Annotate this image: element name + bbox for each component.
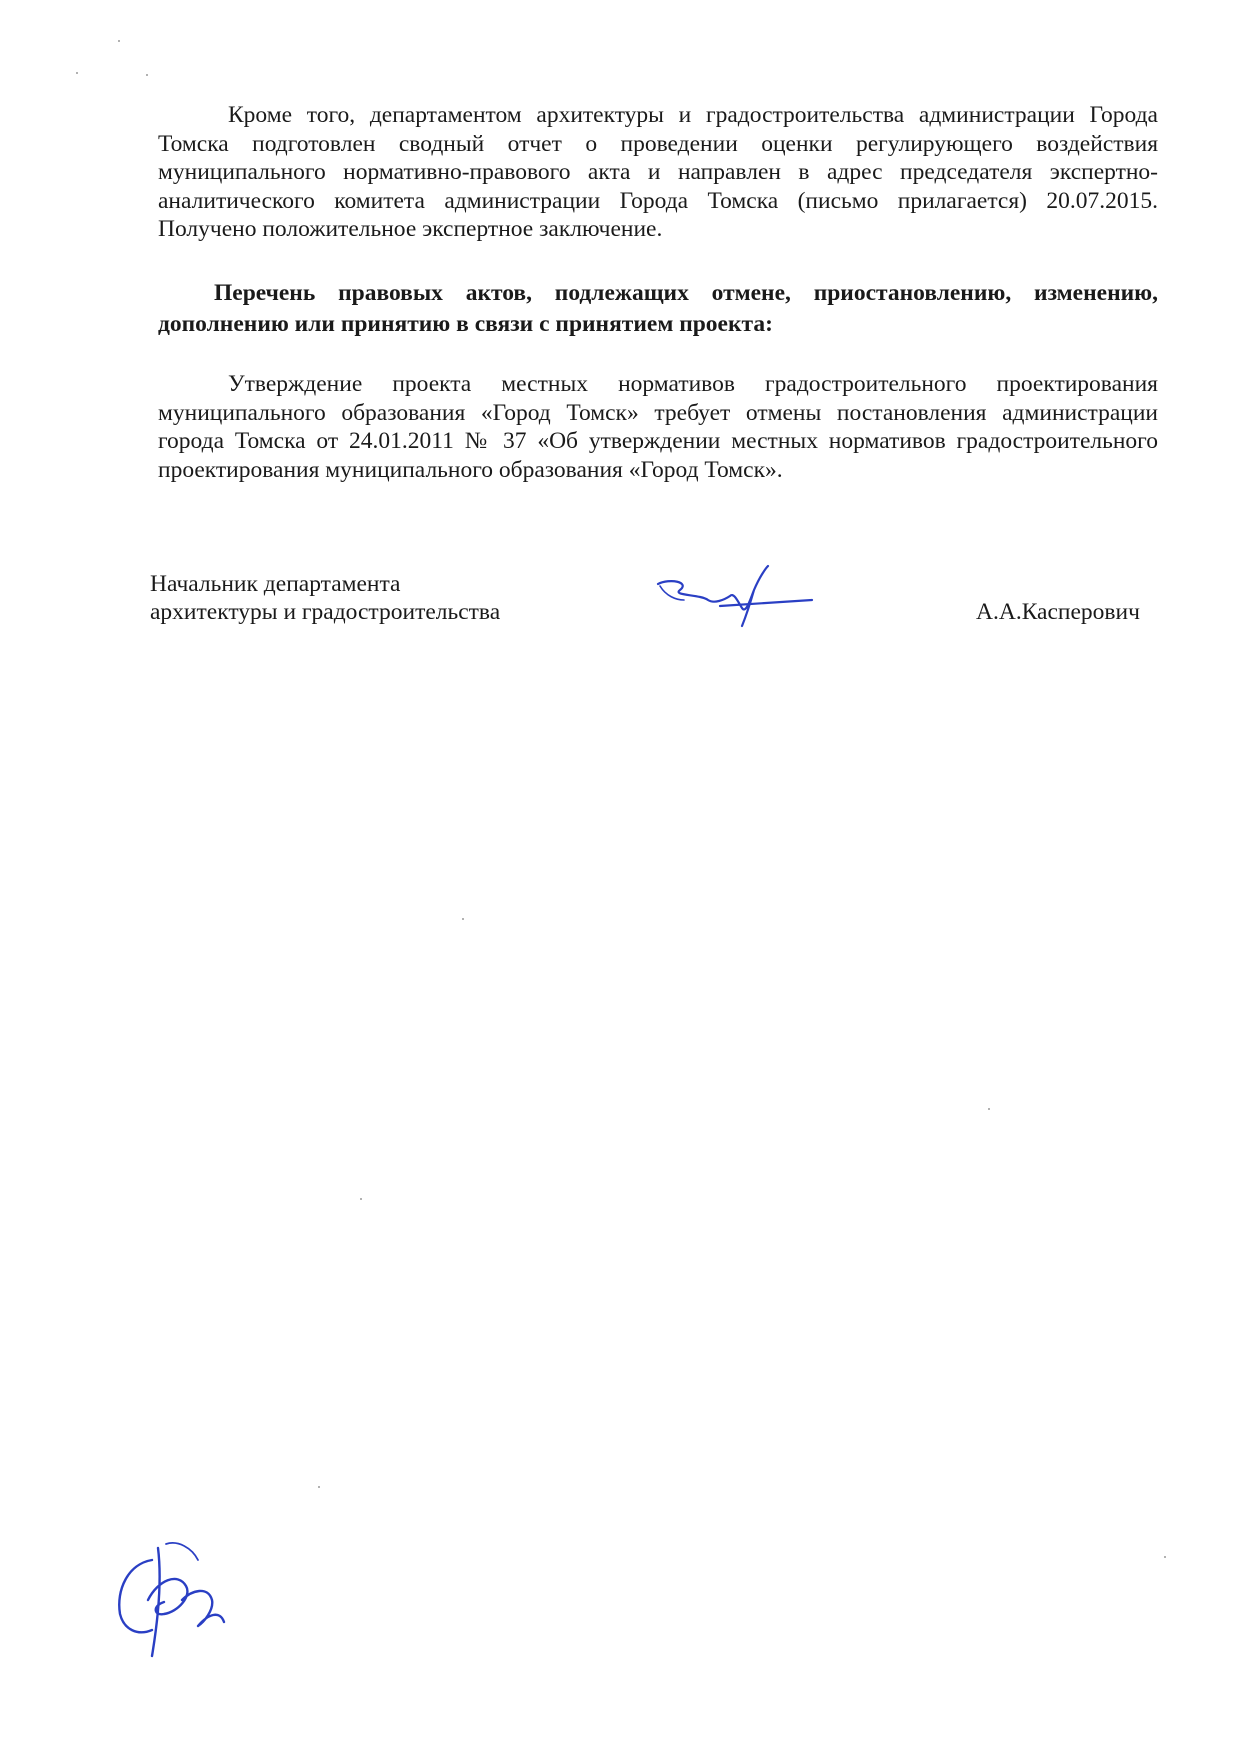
scan-speck	[76, 72, 78, 74]
paragraph-approval-repeal: Утверждение проекта местных нормативов градостроительного проектирования муниципального образования «Город Томск» требует отмены постановления администрации города Томска от 24.01.2011 № 37 «Об утверждении местных нормативов градостроительного проектирования муниципального образования «Город Томск».	[158, 371, 1158, 483]
signatory-position-line-1: Начальник департамента	[150, 571, 401, 597]
signatory-position	[150, 570, 500, 626]
scan-speck	[318, 1486, 320, 1488]
paragraph-assessment-report: Кроме того, департаментом архитектуры и градостроительства администрации Города Томска подготовлен сводный отчет о проведении оценки регулирующего воздействия муниципального нормативно-правового акта и направлен в адрес председателя экспертно-аналитического комитета администрации Города Томска (письмо прилагается) 20.07.2015. Получено положительное экспертное заключение.	[158, 102, 1158, 243]
scan-speck	[146, 74, 148, 76]
scan-speck	[988, 1108, 990, 1110]
scan-speck	[462, 918, 464, 920]
scan-speck	[118, 40, 120, 42]
scan-speck	[360, 1198, 362, 1200]
section-heading-legal-acts: Перечень правовых актов, подлежащих отмене, приостановлению, изменению, дополнению или принятию в связи с принятием проекта:	[158, 280, 1158, 337]
signatory-name: А.А.Касперович	[976, 599, 1140, 625]
scan-speck	[1164, 1556, 1166, 1558]
handwritten-signature-icon	[650, 560, 820, 640]
handwritten-initials-icon	[108, 1530, 228, 1660]
signatory-position-line-2: архитектуры и градостроительства	[150, 599, 501, 625]
